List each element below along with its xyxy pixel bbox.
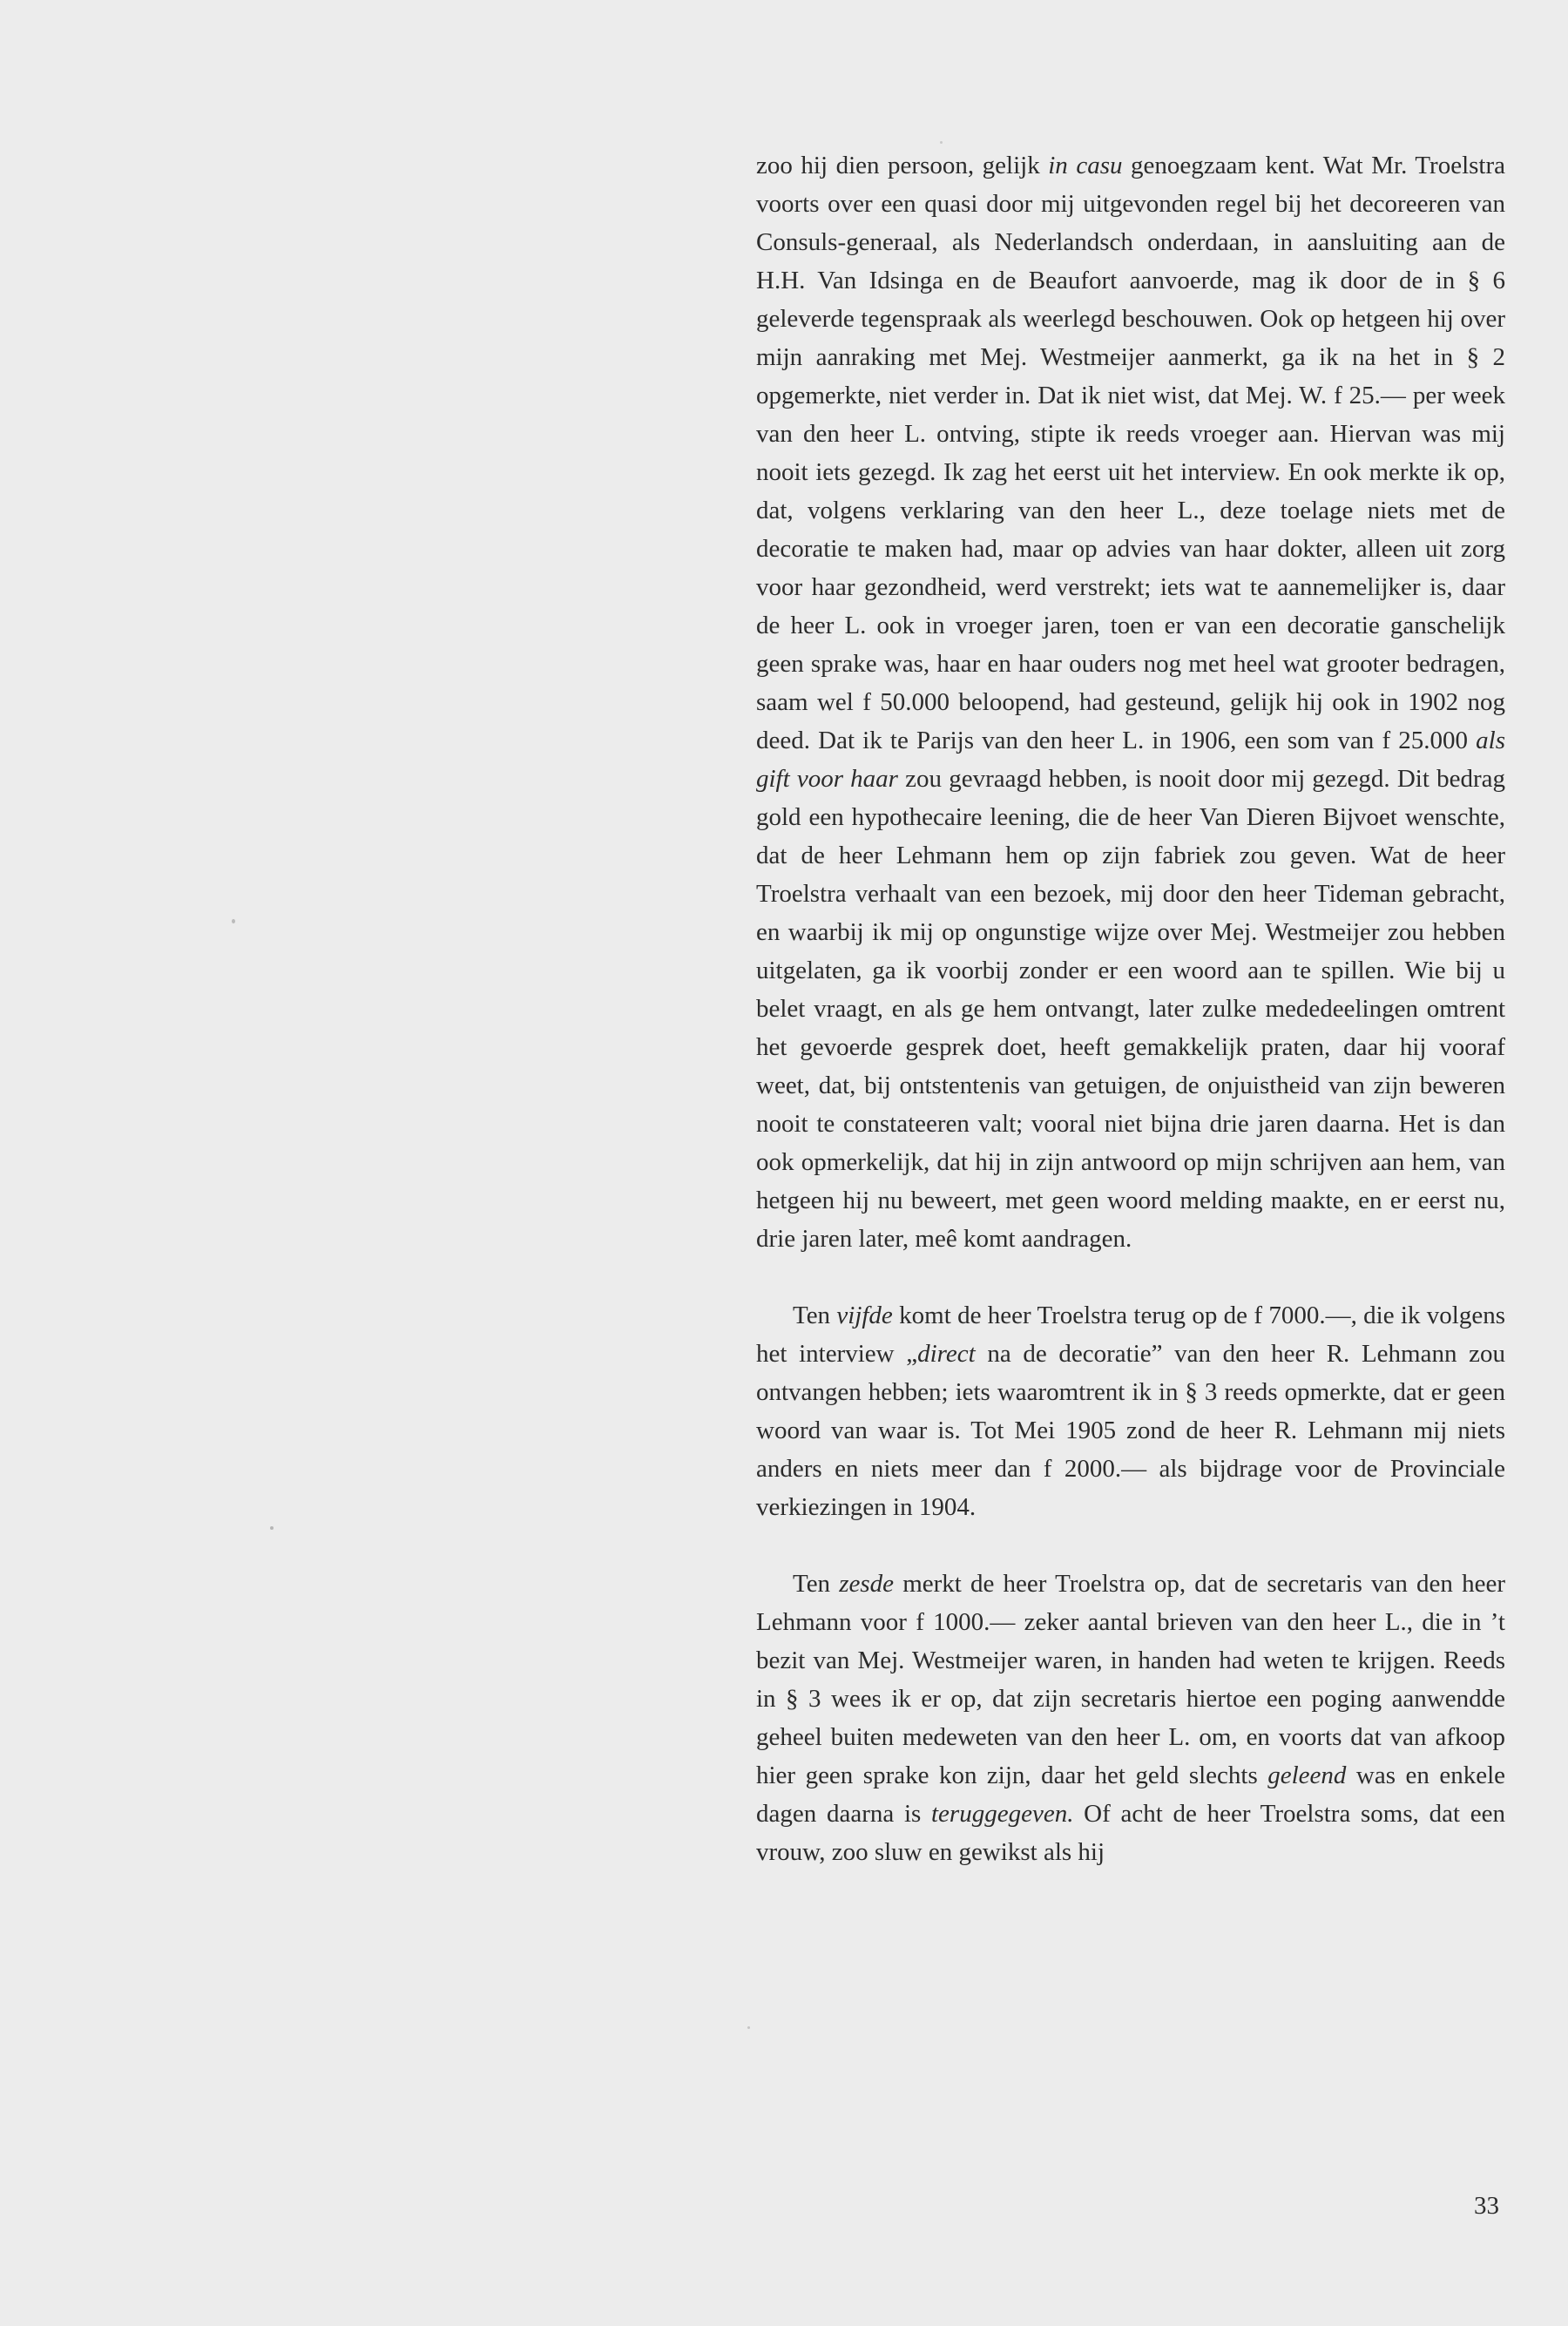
paper-speck [940,141,943,144]
italic-text: in casu [1048,152,1123,179]
italic-text: teruggegeven. [931,1800,1074,1828]
text-run: Ten [793,1570,840,1598]
text-run: zoo hij dien persoon, gelijk [756,152,1049,179]
text-run: Ten [793,1302,837,1329]
text-run: genoegzaam kent. Wat Mr. Troelstra voorts over een quasi door mij uitgevonden regel bij het decoreeren van Consuls-generaal, als Nederlandsch onderdaan, in aansluiting aan de H.H. Van Idsinga en de Beaufort aanvoerde, mag ik door de in § 6 geleverde tegenspraak als weerlegd beschouwen. Ook op hetgeen hij over mijn aanraking met Mej. Westmeijer aanmerkt, ga ik na het in § 2 opgemerkte, niet verder in. Dat ik niet wist, dat Mej. W. f 25.— per week van den heer L. ontving, stipte ik reeds vroeger aan. Hiervan was mij nooit iets gezegd. Ik zag het eerst uit het interview. En ook merkte ik op, dat, volgens verklaring van den heer L., deze toelage niets met de decoratie te maken had, maar op advies van haar dokter, alleen uit zorg voor haar gezondheid, werd verstrekt; iets wat te aannemelijker is, daar de heer L. ook in vroeger jaren, toen er van een decoratie ganschelijk geen sprake was, haar en haar ouders nog met heel wat grooter bedragen, saam wel f 50.000 beloopend, had gesteund, gelijk hij ook in 1902 nog deed. Dat ik te Parijs van den heer L. in 1906, een som van f 25.000 [756,152,1505,754]
italic-text: direct [917,1340,976,1368]
text-run: merkt de heer Troelstra op, dat de secretaris van den heer Lehmann voor f 1000.— zeker aantal brieven van den heer L., die in ’t bezit van Mej. Westmeijer waren, in handen had weten te krijgen. Reeds in § 3 wees ik er op, dat zijn secretaris hiertoe een poging aanwendde geheel buiten medeweten van den heer L. om, en voorts dat van afkoop hier geen sprake kon zijn, daar het geld slechts [756,1570,1505,1789]
paragraph [756,146,1505,1258]
text-run: na de decoratie” van den heer R. Lehmann zou ontvangen hebben; iets waaromtrent ik in § 3 reeds opmerkte, dat er geen woord van waar is. Tot Mei 1905 zond de heer R. Lehmann mij niets anders en niets meer dan f 2000.— als bijdrage voor de Provinciale verkiezingen in 1904. [756,1340,1505,1521]
text-run: zou gevraagd hebben, is nooit door mij gezegd. Dit bedrag gold een hypothecaire leening, die de heer Van Dieren Bijvoet wenschte, dat de heer Lehmann hem op zijn fabriek zou geven. Wat de heer Troelstra verhaalt van een bezoek, mij door den heer Tideman gebracht, en waarbij ik mij op ongunstige wijze over Mej. Westmeijer zou hebben uitgelaten, ga ik voorbij zonder er een woord aan te spillen. Wie bij u belet vraagt, en als ge hem ontvangt, later zulke mededeelingen omtrent het gevoerde gesprek doet, heeft gemakkelijk praten, daar hij vooraf weet, dat, bij ontstentenis van getuigen, de onjuistheid van zijn beweren nooit te constateeren valt; vooral niet bijna drie jaren daarna. Het is dan ook opmerkelijk, dat hij in zijn antwoord op mijn schrijven aan hem, van hetgeen hij nu beweert, met geen woord melding maakte, en er eerst nu, drie jaren later, meê komt aandragen. [756,765,1505,1253]
italic-text: zesde [839,1570,895,1598]
text-run: was en enkele dagen daarna is [756,1761,1505,1828]
paragraph [756,1296,1505,1526]
italic-text: geleend [1267,1761,1347,1789]
italic-text: vijfde [836,1302,893,1329]
page-number: 33 [1474,2192,1499,2220]
body-text [756,146,1505,1871]
paper-speck [270,1526,274,1530]
italic-text: als gift voor haar [756,727,1505,793]
paper-speck [747,2026,750,2029]
text-run: komt de heer Troelstra terug op de f 7000.—, die ik volgens het interview „ [756,1302,1505,1368]
text-run: Of acht de heer Troelstra soms, dat een vrouw, zoo sluw en gewikst als hij [756,1800,1505,1866]
paragraph [756,1565,1505,1871]
paper-speck [232,919,235,923]
